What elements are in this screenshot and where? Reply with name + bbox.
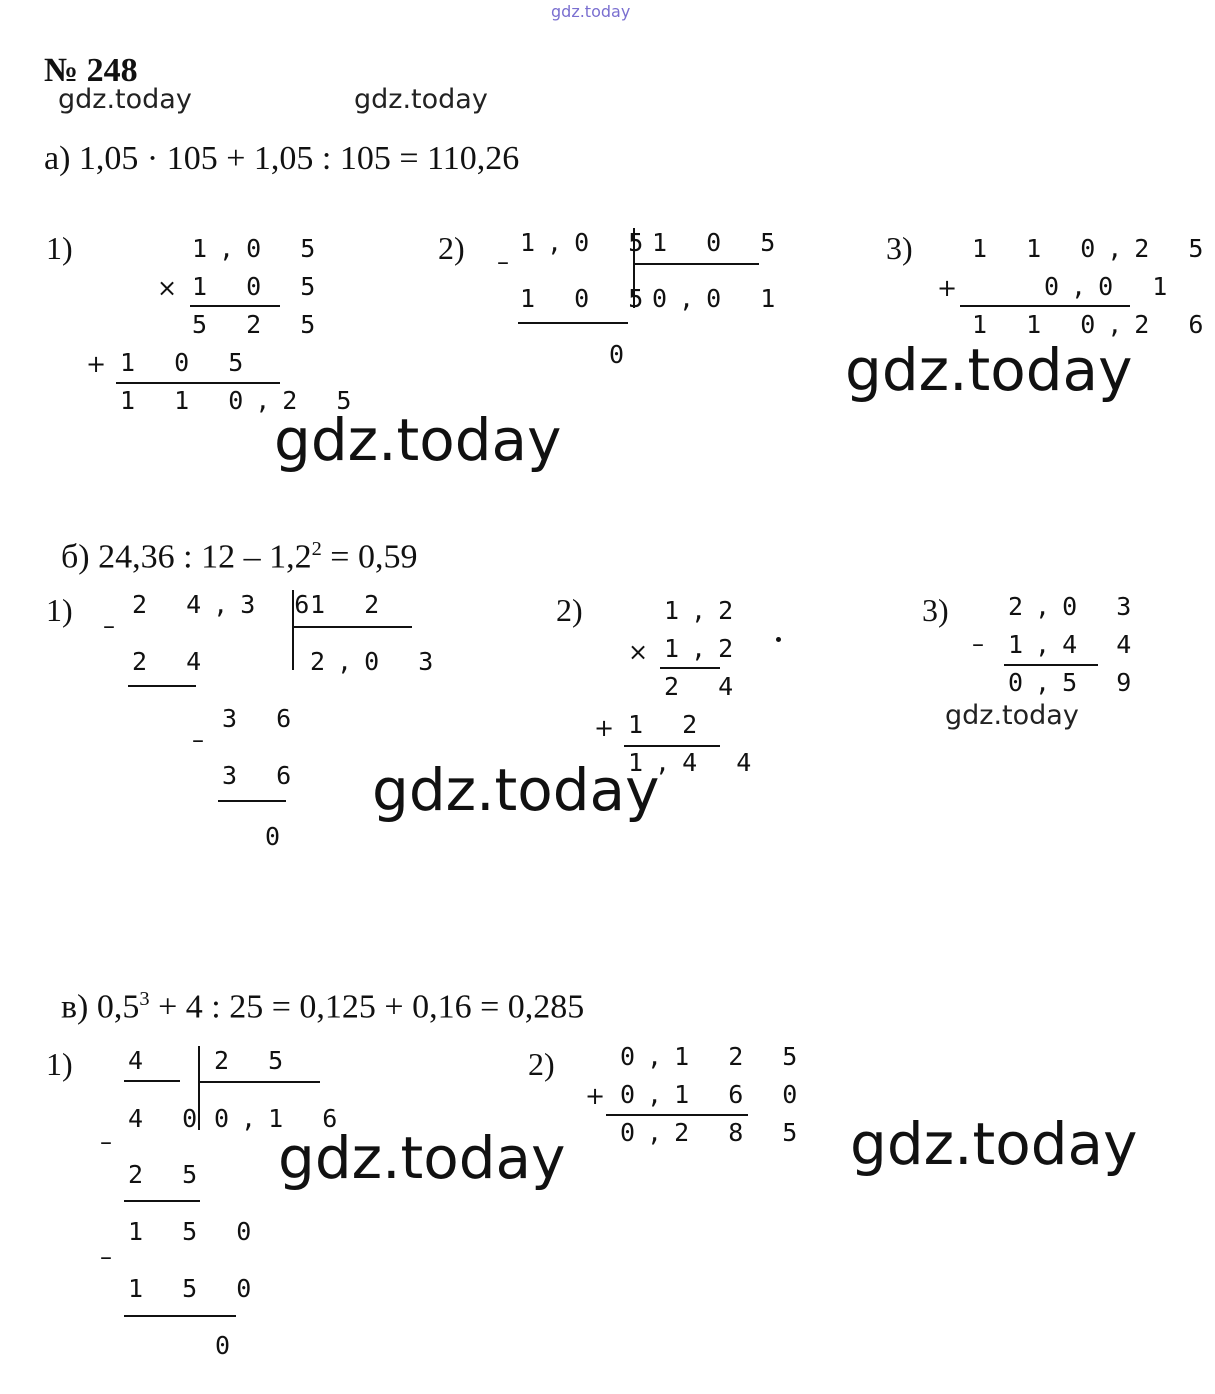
minus-sign: –: [192, 726, 204, 754]
rule-line: [128, 685, 196, 687]
watermark-small: gdz.today: [58, 84, 192, 115]
digit-row: 1,0 5: [192, 234, 328, 263]
watermark-top: gdz.today: [551, 2, 631, 21]
rule-line: [124, 1315, 236, 1317]
rule-line: [124, 1200, 200, 1202]
step-label: 2): [556, 592, 583, 628]
digit-row: 1 5 0: [128, 1217, 264, 1246]
dividend: 2 4,3 6: [132, 590, 322, 619]
equation-b: [44, 500, 417, 576]
minus-sign: –: [103, 612, 115, 640]
minus-sign: –: [497, 248, 509, 276]
watermark-big: gdz.today: [850, 1110, 1138, 1178]
multiply-sign: ×: [157, 274, 178, 302]
digit-row: 0,0 1: [1044, 272, 1180, 301]
divisor: 1 2: [310, 590, 392, 619]
quotient: 2,0 3: [310, 647, 446, 676]
rule-line: [124, 1080, 180, 1082]
digit-row: 3 6: [222, 704, 304, 733]
quotient: 0,0 1: [652, 284, 788, 313]
step-label: 1): [46, 1046, 73, 1082]
equation-v-main: в) 0,5: [61, 988, 140, 1026]
equation-b-result: = 0,59: [321, 538, 418, 576]
equation-b-power: 2: [311, 538, 322, 560]
task-title: № 248: [44, 52, 138, 89]
digit-row: 1 2: [628, 710, 710, 739]
multiply-sign: ×: [628, 638, 649, 666]
digit-row: 1 1 0,2 5: [972, 234, 1215, 263]
digit-row: 1 1 0,2 6: [972, 310, 1215, 339]
watermark-small: gdz.today: [945, 700, 1079, 731]
watermark-big: gdz.today: [278, 1124, 566, 1192]
remainder: 0: [609, 340, 637, 369]
rule-line: [635, 263, 759, 265]
digit-row: 0,2 8 5: [620, 1118, 810, 1147]
divisor: 2 5: [214, 1046, 296, 1075]
watermark-big: gdz.today: [274, 406, 562, 474]
rule-line: [218, 800, 286, 802]
subtrahend: 2 5: [128, 1160, 210, 1189]
digit-row: 0,1 2 5: [620, 1042, 810, 1071]
rule-line: [294, 626, 412, 628]
digit-row: 1 0 5: [192, 272, 328, 301]
digit-row: 1,2: [664, 634, 746, 663]
watermark-big: gdz.today: [372, 756, 660, 824]
digit-row: 1,4 4: [1008, 630, 1144, 659]
dividend: 4: [128, 1046, 156, 1075]
remainder: 0: [215, 1331, 243, 1360]
rule-line: [1004, 664, 1098, 666]
rule-line: [190, 305, 280, 307]
plus-sign: +: [594, 714, 615, 742]
plus-sign: +: [86, 350, 107, 378]
step-label: 3): [922, 592, 949, 628]
step-label: 1): [46, 592, 73, 628]
digit-row: 1,2: [664, 596, 746, 625]
step-label: 3): [886, 230, 913, 266]
step-label: 2): [528, 1046, 555, 1082]
rule-line: [518, 322, 628, 324]
subtrahend: 3 6: [222, 761, 304, 790]
equation-v-result: + 4 : 25 = 0,125 + 0,16 = 0,285: [149, 988, 585, 1026]
step-label: 2): [438, 230, 465, 266]
digit-row: 5 2 5: [192, 310, 328, 339]
digit-row: 2 4: [664, 672, 746, 701]
quotient: 0,1 6: [214, 1104, 350, 1133]
plus-sign: +: [585, 1082, 606, 1110]
subtrahend: 1 0 5: [520, 284, 656, 313]
rule-line: [116, 382, 280, 384]
equation-v-power: 3: [139, 988, 150, 1010]
digit-row: 1 1 0,2 5: [120, 386, 364, 415]
equation-a: а) 1,05 · 105 + 1,05 : 105 = 110,26: [44, 140, 520, 177]
subtrahend: 2 4: [132, 647, 214, 676]
rule-line: [624, 745, 720, 747]
digit-row: 1 0 5: [120, 348, 256, 377]
minus-sign: –: [972, 630, 984, 658]
rule-line: [606, 1114, 748, 1116]
minus-sign: –: [100, 1243, 112, 1271]
divisor: 1 0 5: [652, 228, 788, 257]
digit-row: 4 0: [128, 1104, 210, 1133]
watermark-small: gdz.today: [354, 84, 488, 115]
digit-row: 2,0 3: [1008, 592, 1144, 621]
digit-row: 0,1 6 0: [620, 1080, 810, 1109]
dot-mark: [776, 637, 781, 642]
division-bar: [292, 590, 294, 670]
rule-line: [200, 1081, 320, 1083]
rule-line: [960, 305, 1130, 307]
equation-b-main: б) 24,36 : 12 – 1,2: [61, 538, 312, 576]
plus-sign: +: [937, 274, 958, 302]
watermark-big: gdz.today: [845, 336, 1133, 404]
minus-sign: –: [100, 1128, 112, 1156]
digit-row: 1,4 4: [628, 748, 764, 777]
remainder: 0: [265, 822, 293, 851]
subtrahend: 1 5 0: [128, 1274, 264, 1303]
digit-row: 0,5 9: [1008, 668, 1144, 697]
rule-line: [660, 667, 720, 669]
equation-v: [44, 950, 584, 1026]
dividend: 1,0 5: [520, 228, 656, 257]
step-label: 1): [46, 230, 73, 266]
